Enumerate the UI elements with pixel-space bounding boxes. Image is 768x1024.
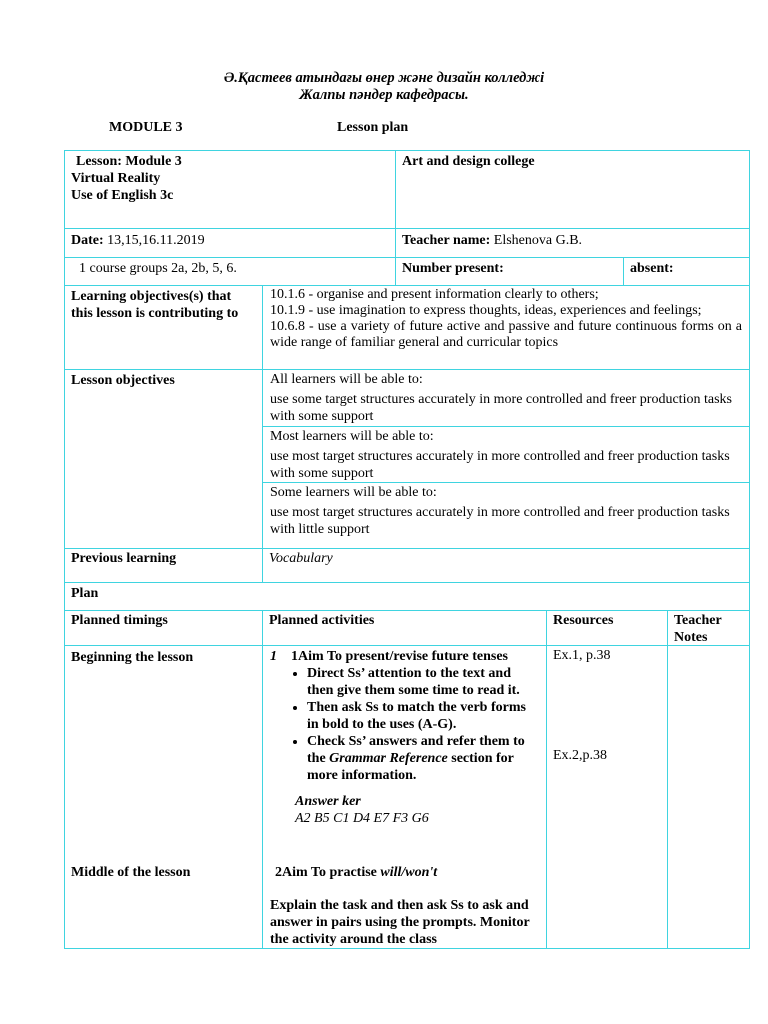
groups-cell <box>64 257 396 286</box>
learning-objective-item: 10.1.9 - use imagination to express thoughts, ideas, experiences and feelings; <box>270 303 702 318</box>
answer-key-values: A2 B5 C1 D4 E7 F3 G6 <box>295 811 429 826</box>
teacher-value: Elshenova G.B. <box>490 233 583 248</box>
previous-learning-value: Vocabulary <box>269 551 333 566</box>
answer-key-label: Answer ker <box>295 794 361 809</box>
objective-all-head: All learners will be able to: <box>270 372 423 387</box>
objective-some-cell <box>262 482 750 549</box>
college-name-value: Art and design college <box>402 154 535 169</box>
resources-header <box>546 610 668 646</box>
activity2-aim <box>275 864 437 881</box>
lesson-cell <box>64 150 396 229</box>
absent-label: absent: <box>630 261 674 276</box>
objective-all-cell <box>262 369 750 427</box>
step-text: section for more information. <box>307 751 514 783</box>
plan-cell <box>64 582 750 611</box>
activities-header <box>262 610 547 646</box>
previous-learning-cell <box>262 548 750 583</box>
timings-header <box>64 610 263 646</box>
previous-learning-label: Previous learning <box>71 551 177 566</box>
college-name: Ә.Қастеев атындағы өнер және дизайн колледжі <box>223 70 545 86</box>
resources-header-label: Resources <box>553 613 614 628</box>
absent-cell <box>623 257 750 286</box>
activity1-aim: 1Aim To present/revise future tenses <box>291 649 508 664</box>
objective-most-head: Most learners will be able to: <box>270 429 434 444</box>
resource-item: Ex.1, p.38 <box>553 648 611 663</box>
date-label: Date: <box>71 233 104 248</box>
plan-label: Plan <box>71 586 99 601</box>
objective-some-body: use most target structures accurately in more controlled and freer production tasks with little support <box>270 505 730 537</box>
notes-header-label: Teacher Notes <box>674 613 722 645</box>
number-present-cell <box>395 257 624 286</box>
learning-objectives-cell <box>262 285 750 370</box>
resource-item: Ex.2,p.38 <box>553 748 608 763</box>
date-value: 13,15,16.11.2019 <box>103 233 205 248</box>
lesson-title: Lesson: Module 3 <box>76 154 182 169</box>
timings-cell <box>64 645 263 949</box>
teacher-label: Teacher name: <box>402 233 491 248</box>
groups-value: 1 course groups 2a, 2b, 5, 6. <box>79 261 237 276</box>
objective-some-head: Some learners will be able to: <box>270 485 437 500</box>
learning-objectives-label: Learning objectives(s) that this lesson is contributing to <box>71 289 239 321</box>
grammar-reference: Grammar Reference <box>329 751 448 766</box>
lesson-objectives-label-cell <box>64 369 263 549</box>
previous-learning-label-cell <box>64 548 263 583</box>
department-name: Жалпы пәндер кафедрасы. <box>299 87 469 103</box>
lesson-objectives-label: Lesson objectives <box>71 373 175 388</box>
activities-cell <box>262 645 547 949</box>
module-label: MODULE 3 <box>109 120 183 135</box>
activities-header-label: Planned activities <box>269 613 375 628</box>
stage-beginning: Beginning the lesson <box>71 650 194 665</box>
stage-middle: Middle of the lesson <box>71 865 191 880</box>
activity2-text: Explain the task and then ask Ss to ask and answer in pairs using the prompts. Monitor the activity around the class <box>270 898 530 947</box>
timings-header-label: Planned timings <box>71 613 168 628</box>
learning-objective-item: 10.6.8 - use a variety of future active and passive and future continuous forms on a wide range of familiar general and curricular topics <box>270 319 742 350</box>
activity1-step <box>307 733 540 784</box>
teacher-cell <box>395 228 750 258</box>
date-cell <box>64 228 396 258</box>
lesson-plan-label: Lesson plan <box>337 120 409 135</box>
resources-cell <box>546 645 668 949</box>
number-present-label: Number present: <box>402 261 504 276</box>
learning-objectives-label-cell <box>64 285 263 370</box>
objective-all-body: use some target structures accurately in more controlled and freer production tasks with some support <box>270 392 732 424</box>
activity1-step: • Then ask Ss to match the verb forms in bold to the uses (A-G). <box>307 699 540 733</box>
lesson-topic: Virtual Reality <box>71 171 161 186</box>
notes-cell <box>667 645 750 949</box>
notes-header <box>667 610 750 646</box>
activity-number: 1 <box>270 649 277 664</box>
college-cell <box>395 150 750 229</box>
aim-emphasis: will/won't <box>380 865 438 880</box>
step-text: Check Ss’ answers and refer them to the <box>307 734 525 766</box>
activity1-step: • Direct Ss’ attention to the text and then give them some time to read it. <box>307 665 540 699</box>
objective-most-body: use most target structures accurately in more controlled and freer production tasks with some support <box>270 449 730 481</box>
aim-text: 2Aim To practise <box>275 865 381 880</box>
objective-most-cell <box>262 426 750 483</box>
lesson-section: Use of English 3c <box>71 188 174 203</box>
learning-objective-item: 10.1.6 - organise and present information clearly to others; <box>270 287 599 302</box>
